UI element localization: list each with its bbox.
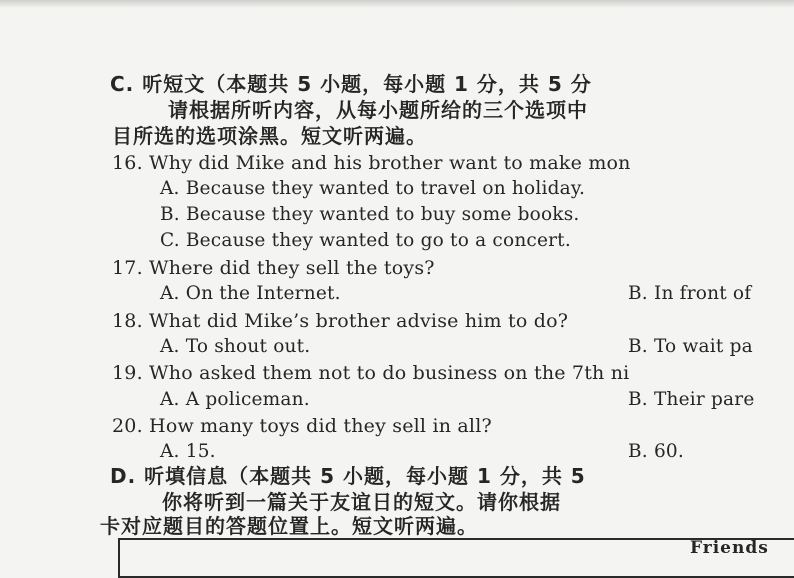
section-d-instruction-2: 卡对应题目的答题位置上。短文听两遍。: [100, 514, 478, 538]
section-d-instruction-1: 你将听到一篇关于友谊日的短文。请你根据: [162, 490, 561, 514]
question-16-option-b: B. Because they wanted to buy some books.: [160, 204, 580, 225]
question-18-stem: 18. What did Mike’s brother advise him to do?: [112, 310, 569, 332]
section-d-title: D. 听填信息（本题共 5 小题，每小题 1 分，共 5: [110, 464, 586, 488]
question-18-option-a: A. To shout out.: [160, 336, 311, 357]
scan-top-edge: [0, 0, 794, 8]
question-16-option-a: A. Because they wanted to travel on holiday.: [160, 178, 586, 199]
question-17-option-b: B. In front of: [628, 283, 752, 304]
question-17-stem: 17. Where did they sell the toys?: [112, 257, 435, 279]
question-19-option-a: A. A policeman.: [160, 389, 310, 410]
question-20-option-a: A. 15.: [160, 441, 216, 462]
question-17-option-a: A. On the Internet.: [160, 283, 341, 304]
section-c-instruction-1: 请根据所听内容，从每小题所给的三个选项中: [168, 98, 588, 122]
question-20-stem: 20. How many toys did they sell in all?: [112, 415, 492, 437]
question-20-option-b: B. 60.: [628, 441, 684, 462]
question-16-stem: 16. Why did Mike and his brother want to make mon: [112, 152, 631, 174]
question-18-option-b: B. To wait pa: [628, 336, 753, 357]
question-19-option-b: B. Their pare: [628, 389, 755, 410]
question-16-option-c: C. Because they wanted to go to a concert.: [160, 230, 571, 251]
info-table-title: Friends: [690, 538, 769, 558]
section-c-title: C. 听短文（本题共 5 小题，每小题 1 分，共 5 分: [110, 72, 592, 96]
question-19-stem: 19. Who asked them not to do business on the 7th ni: [112, 362, 630, 384]
section-c-instruction-2: 目所选的选项涂黑。短文听两遍。: [112, 124, 427, 148]
